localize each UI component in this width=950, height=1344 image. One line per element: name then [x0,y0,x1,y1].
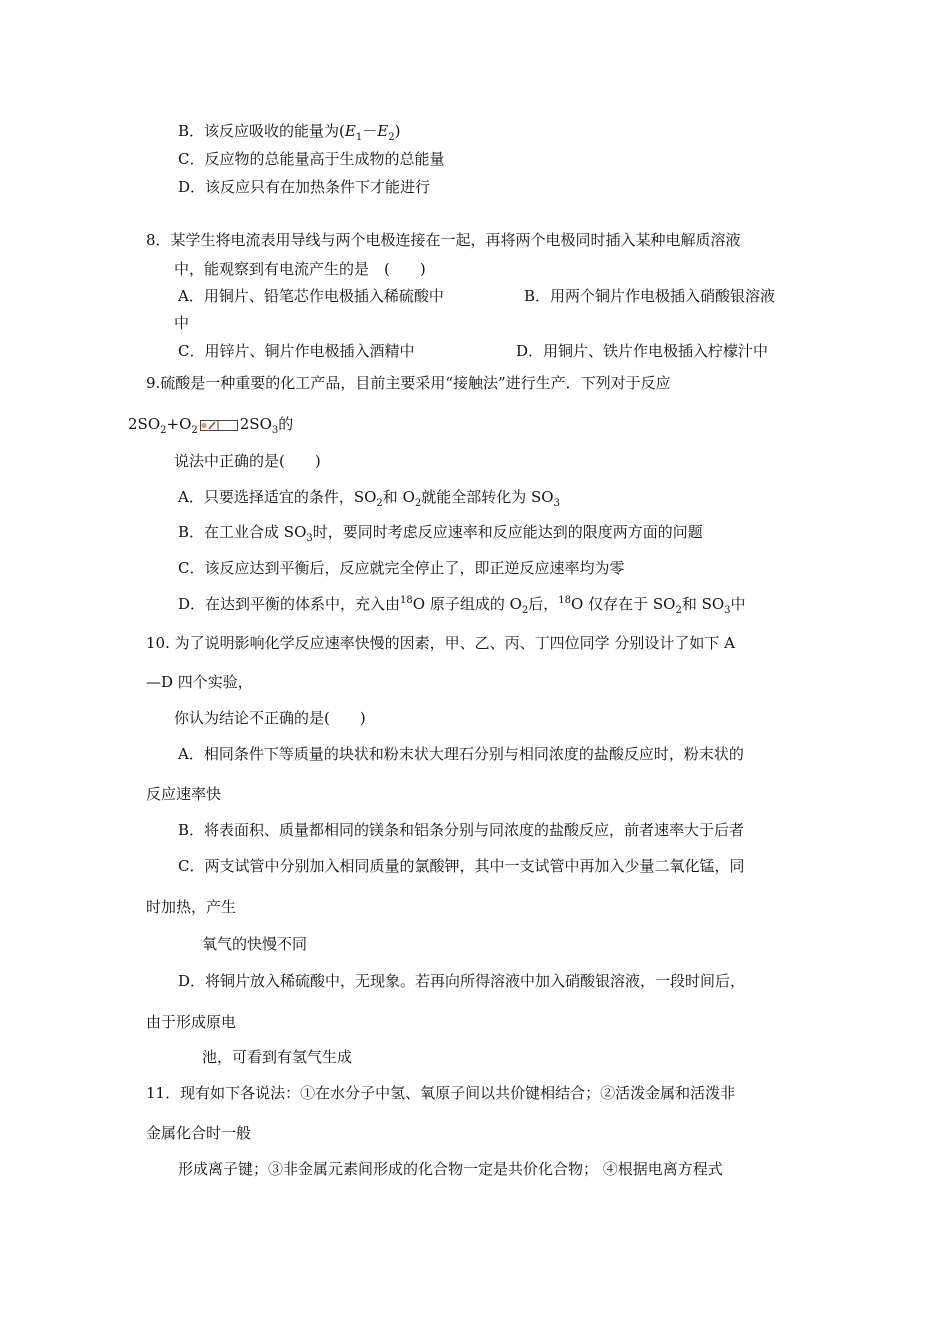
q8-option-d: D．用铜片、铁片作电极插入柠檬汁中 [516,342,769,360]
q10-option-b: B．将表面积、质量都相同的镁条和铝条分别与同浓度的盐酸反应，前者速率大于后者 [178,821,745,839]
q9-stem-line-1: 9.硫酸是一种重要的化工产品，目前主要采用“接触法”进行生产．下列对于反应 [146,374,671,392]
q9-option-d: D．在达到平衡的体系中，充入由$^{18}$O 原子组成的 $O_2$后，$^{18}$O 仅存在于 $SO_2$和 $SO_3$中 [178,595,746,616]
q10-option-a-line-1: A．相同条件下等质量的块状和粉末状大理石分别与相同浓度的盐酸反应时，粉末状的 [178,745,744,763]
q8-stem-line-1: 8．某学生将电流表用导线与两个电极连接在一起，再将两个电极同时插入某种电解质溶液 [146,231,741,249]
q10-stem-line-2: —D 四个实验， [146,673,253,691]
q9-stem-line-2: 说法中正确的是( ) [174,452,321,470]
q11-stem-line-2: 金属化合时一般 [146,1124,252,1142]
q10-option-c-line-2: 时加热，产生 [146,898,237,916]
q8-option-b: B．用两个铜片作电极插入硝酸银溶液 [524,287,776,305]
q10-option-c-line-3: 氧气的快慢不同 [202,935,308,953]
q10-option-d-line-1: D．将铜片放入稀硫酸中，无现象。若再向所得溶液中加入硝酸银溶液，一段时间后， [178,972,746,990]
q9-option-c: C．该反应达到平衡后，反应就完全停止了，即正逆反应速率均为零 [178,559,625,577]
q8-option-a: A．用铜片、铅笔芯作电极插入稀硫酸中 [178,287,444,305]
q11-stem-line-3: 形成离子键；③非金属元素间形成的化合物一定是共价化合物； ④根据电离方程式 [178,1160,723,1178]
q10-option-d-line-2: 由于形成原电 [146,1013,237,1031]
q10-stem-line-3: 你认为结论不正确的是( ) [174,709,366,727]
q7-option-c: C．反应物的总能量高于生成物的总能量 [178,150,445,168]
q8-option-b-cont: 中 [174,314,190,332]
q10-option-c-line-1: C．两支试管中分别加入相同质量的氯酸钾，其中一支试管中再加入少量二氧化锰，同 [178,857,745,875]
q9-reaction-equation: $2SO_2+O_2$ $2SO_3$的 [128,415,294,436]
q7-option-d: D．该反应只有在加热条件下才能进行 [178,178,431,196]
q8-stem-line-2: 中，能观察到有电流产生的是 ( ) [174,260,426,278]
q10-stem-line-1: 10. 为了说明影响化学反应速率快慢的因素，甲、乙、丙、丁四位同学 分别设计了如下 A [146,634,735,652]
q9-option-b: B．在工业合成 $SO_3$时，要同时考虑反应速率和反应能达到的限度两方面的问题 [178,523,703,544]
q8-option-c: C．用锌片、铜片作电极插入酒精中 [178,342,415,360]
q11-stem-line-1: 11．现有如下各说法：①在水分子中氢、氧原子间以共价键相结合；②活泼金属和活泼非 [146,1084,736,1102]
q10-option-a-line-2: 反应速率快 [146,785,222,803]
reversible-arrow-icon [200,420,238,431]
q9-option-a: A．只要选择适宜的条件，$SO_2$和 $O_2$就能全部转化为 $SO_3$ [178,488,560,509]
q10-option-d-line-3: 池，可看到有氢气生成 [202,1048,353,1066]
q7-option-b: B．该反应吸收的能量为$(E_1-E_2)$ [178,122,401,143]
